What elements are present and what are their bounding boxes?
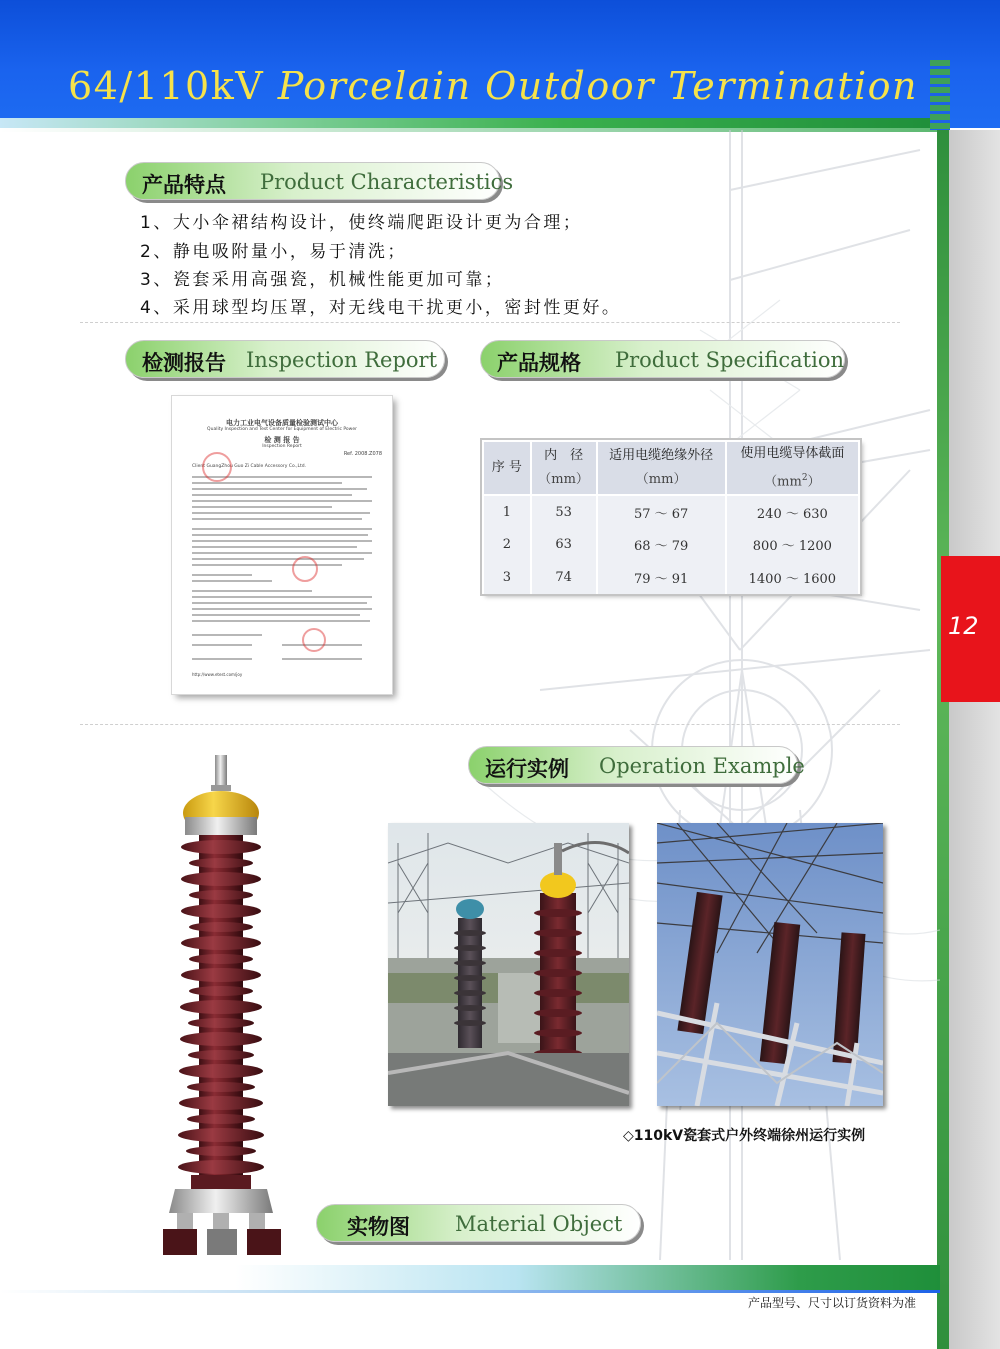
page-number: 12 [948, 612, 979, 640]
report-footer-url: http://www.etest.com/joy [192, 672, 243, 677]
title-voltage: 64/110kV [68, 64, 265, 108]
section-title-zh: 产品规格 [497, 351, 581, 375]
unit-superscript: 2 [801, 473, 808, 483]
section-title-zh: 产品特点 [142, 173, 226, 197]
report-text-line [192, 596, 372, 598]
table-row [483, 561, 859, 594]
report-text-line [192, 506, 332, 508]
report-org-cn: 电力工业电气设备质量检验测试中心 [226, 419, 338, 427]
report-client: Client GuangZhou Guo Zi Cable Accessory Co.,Ltd. [192, 464, 307, 469]
feature-item-1: 1、大小伞裙结构设计，使终端爬距设计更为合理； [140, 213, 583, 233]
report-text-line [192, 580, 272, 582]
report-text-line [192, 602, 367, 604]
footer-band-line [0, 1290, 940, 1293]
section-header-operation [468, 746, 805, 784]
report-text-line [192, 540, 372, 542]
cell-cable-od: 79 ～ 91 [597, 561, 726, 594]
cell-conductor-section: 800 ～ 1200 [726, 528, 859, 561]
report-text-line [192, 512, 370, 514]
col-header-unit [727, 466, 858, 494]
col-header-unit: （mm） [635, 472, 687, 488]
cell-inner-diameter: 63 [531, 528, 597, 561]
tower-photo-graphic [657, 823, 883, 1106]
report-text-line [192, 552, 372, 554]
section-title-en: Material Object [455, 1212, 623, 1236]
footer-note: 产品型号、尺寸以订货资料为准 [748, 1296, 917, 1310]
section-title-zh: 运行实例 [485, 757, 569, 781]
section-divider [80, 322, 900, 323]
report-stamp-seal [202, 452, 232, 482]
report-text-line [192, 564, 342, 566]
report-text-line [192, 528, 372, 530]
report-org-en: Quality Inspection and Test Center for Equipment of Electric Power [207, 427, 357, 432]
report-text-line [192, 658, 252, 660]
col-header-cable-od [597, 441, 726, 495]
report-text-line [192, 558, 364, 560]
cell-inner-diameter: 74 [531, 561, 597, 594]
report-text-line [282, 658, 362, 660]
col-header-unit: （mm） [538, 472, 589, 488]
report-text-line [192, 644, 252, 646]
report-text-line [192, 518, 362, 520]
report-text-line [192, 488, 367, 490]
cell-conductor-section: 1400 ～ 1600 [726, 561, 859, 594]
side-grey-band [949, 130, 1000, 1349]
substation-photo-graphic [388, 823, 629, 1106]
inspection-report-document [172, 396, 392, 694]
header-decor-blocks [930, 60, 950, 130]
col-header-label: 内 径 [544, 448, 584, 464]
col-header-label: 使用电缆导体截面 [740, 446, 845, 461]
cell-no: 3 [483, 561, 531, 594]
report-text-line [192, 614, 360, 616]
report-title-cn: 检 测 报 告 [264, 436, 300, 444]
page-title [68, 64, 918, 108]
operation-photo-substation [388, 823, 629, 1106]
table-row [483, 495, 859, 528]
unit-text-end: ） [807, 474, 821, 490]
operation-caption: ◇110kV瓷套式户外终端徐州运行实例 [623, 1128, 866, 1144]
table-row [483, 528, 859, 561]
feature-item-2: 2、静电吸附量小，易于清洗； [140, 242, 407, 262]
unit-text: （mm [764, 474, 802, 490]
report-text-line [192, 494, 352, 496]
spec-table-header-row [483, 441, 859, 495]
operation-photo-tower [657, 823, 883, 1106]
cell-cable-od: 57 ～ 67 [597, 495, 726, 528]
report-text-line [192, 500, 372, 502]
report-stamp-seal [292, 556, 318, 582]
section-title-en: Inspection Report [246, 348, 438, 372]
col-header-inner-diameter [531, 441, 597, 495]
section-title-en: Operation Example [599, 754, 805, 778]
section-title-zh: 检测报告 [142, 351, 226, 375]
report-text-line [192, 620, 370, 622]
termination-product-image [155, 755, 295, 1255]
col-header-conductor-section [726, 441, 859, 495]
section-header-inspection [125, 340, 445, 378]
report-stamp-seal [302, 628, 326, 652]
section-title-en: Product Characteristics [260, 170, 514, 194]
spec-table [482, 440, 860, 594]
section-header-specification [480, 340, 845, 378]
report-text-line [192, 546, 357, 548]
report-title-en: Inspection Report [262, 444, 302, 449]
report-text-line [192, 634, 262, 636]
cell-inner-diameter: 53 [531, 495, 597, 528]
section-divider [80, 724, 900, 725]
cell-cable-od: 68 ～ 79 [597, 528, 726, 561]
cell-no: 2 [483, 528, 531, 561]
section-title-en: Product Specification [615, 348, 845, 372]
title-product: Porcelain Outdoor Termination [277, 64, 918, 108]
col-header-no [483, 441, 531, 495]
section-header-material [316, 1204, 641, 1242]
report-text-line [192, 482, 342, 484]
col-header-label: 适用电缆绝缘外径 [609, 448, 714, 464]
report-text-line [192, 590, 312, 592]
col-header-no-label: 序 号 [491, 460, 522, 476]
report-text-line [192, 574, 252, 576]
report-number: Ref. 2008.Z078 [343, 451, 382, 457]
section-title-zh: 实物图 [347, 1215, 410, 1239]
feature-item-4: 4、采用球型均压罩，对无线电干扰更小，密封性更好。 [140, 298, 622, 318]
footer-band [0, 1265, 940, 1293]
section-header-characteristics [125, 162, 514, 200]
report-text-line [192, 608, 372, 610]
report-text-line [192, 534, 368, 536]
cell-no: 1 [483, 495, 531, 528]
cell-conductor-section: 240 ～ 630 [726, 495, 859, 528]
feature-item-3: 3、瓷套采用高强瓷，机械性能更加可靠； [140, 270, 505, 290]
